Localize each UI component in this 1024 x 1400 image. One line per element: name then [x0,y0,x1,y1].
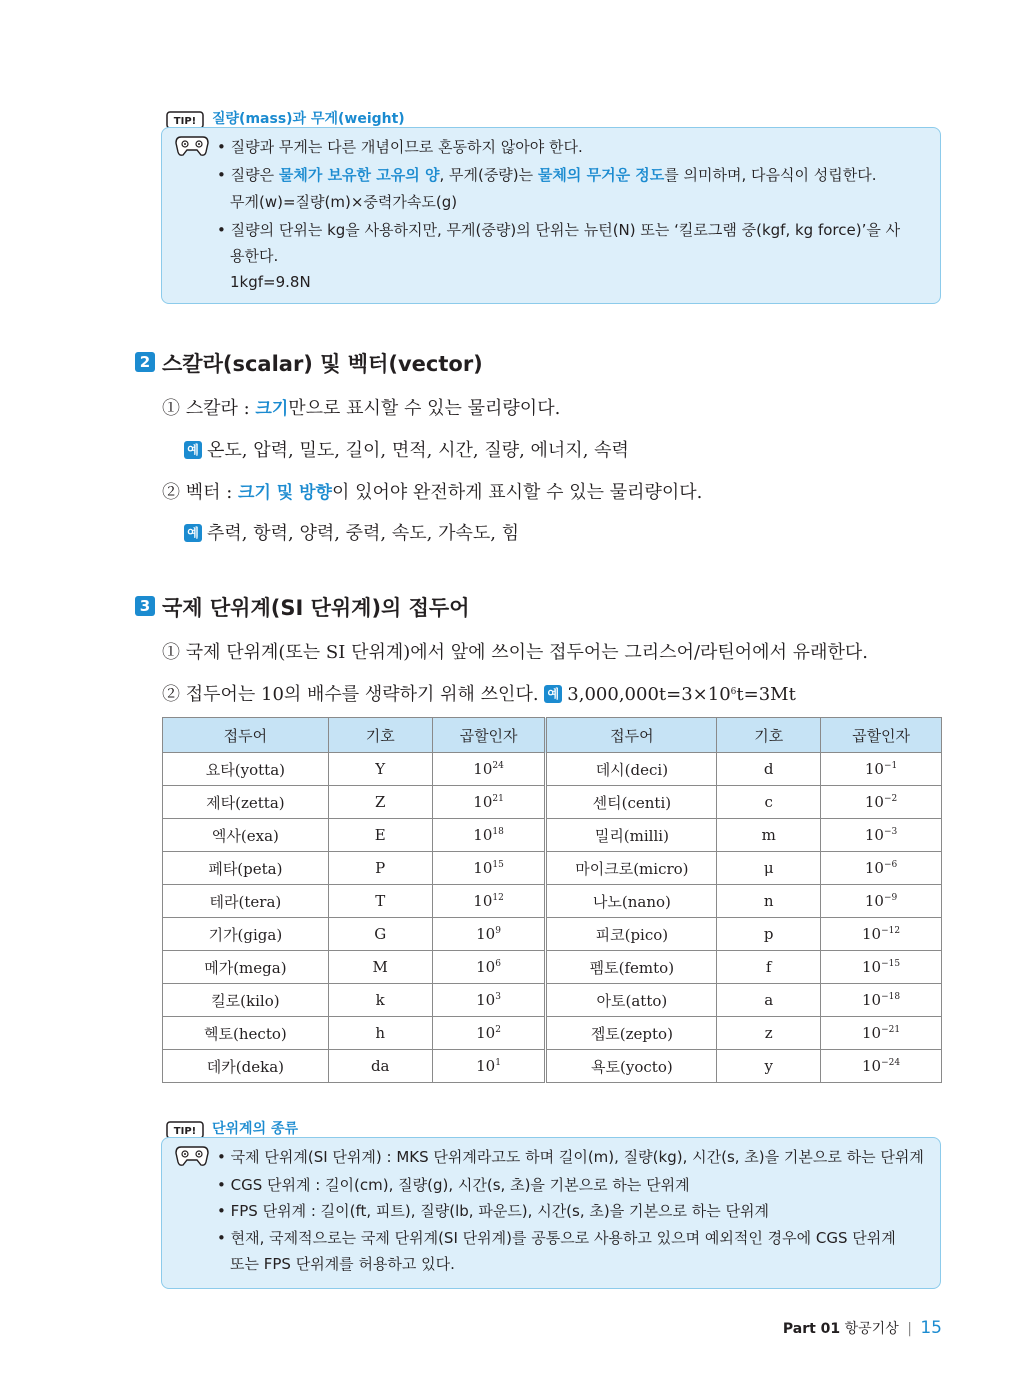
prefix-cell: 요타(yotta) [163,753,329,786]
column-header: 기호 [717,718,821,753]
prefix-cell: 테라(tera) [163,885,329,918]
tip-title: 단위계의 종류 [212,1121,299,1137]
factor-cell: $10^{-18}$ [821,984,942,1017]
prefix-cell: 펨토(femto) [546,951,717,984]
section-title: 스칼라(scalar) 및 벡터(vector) [162,352,483,376]
factor-cell: $10^{-24}$ [821,1050,942,1083]
svg-text:TIP!: TIP! [173,1126,197,1137]
symbol-cell: M [328,951,432,984]
prefix-cell: 욕토(yocto) [546,1050,717,1083]
symbol-cell: Y [328,753,432,786]
section-number: 3 [135,596,155,616]
factor-cell: $10^1$ [432,1050,546,1083]
table-row [163,984,942,1017]
example-badge: 예 [184,441,202,459]
factor-cell: $10^6$ [432,951,546,984]
prefix-cell: 피코(pico) [546,918,717,951]
column-header: 접두어 [163,718,329,753]
prefix-cell: 나노(nano) [546,885,717,918]
tip-item-cont: 용한다. [230,247,279,265]
symbol-cell: p [717,918,821,951]
tip-item: • 질량과 무게는 다른 개념이므로 혼동하지 않아야 한다. [217,138,583,156]
gamepad-icon [175,133,209,161]
factor-cell: $10^{21}$ [432,786,546,819]
prefix-cell: 데카(deka) [163,1050,329,1083]
factor-cell: $10^{15}$ [432,852,546,885]
symbol-cell: d [717,753,821,786]
table-row [163,852,942,885]
column-header: 기호 [328,718,432,753]
section-title: 국제 단위계(SI 단위계)의 접두어 [162,596,470,620]
prefix-cell: 센티(centi) [546,786,717,819]
symbol-cell: a [717,984,821,1017]
symbol-cell: P [328,852,432,885]
tip-formula: 무게(w)=질량(m)×중력가속도(g) [230,193,458,211]
table-row [163,819,942,852]
prefix-cell: 제타(zetta) [163,786,329,819]
body-item: ① 스칼라 : 크기만으로 표시할 수 있는 물리량이다. [162,398,561,419]
symbol-cell: y [717,1050,821,1083]
tip-item: • 현재, 국제적으로는 국제 단위계(SI 단위계)를 공통으로 사용하고 있으며 예외적인 경우에 CGS 단위계 [217,1229,896,1247]
factor-cell: $10^{-2}$ [821,786,942,819]
table-row [163,1017,942,1050]
gamepad-icon [175,1143,209,1171]
factor-cell: $10^2$ [432,1017,546,1050]
factor-cell: $10^{-9}$ [821,885,942,918]
symbol-cell: T [328,885,432,918]
prefix-cell: 아토(atto) [546,984,717,1017]
table-row [163,918,942,951]
symbol-cell: n [717,885,821,918]
table-row [163,1050,942,1083]
example-line: 예 추력, 항력, 양력, 중력, 속도, 가속도, 힘 [184,519,519,545]
tip-item: • 국제 단위계(SI 단위계) : MKS 단위계라고도 하며 길이(m), 질량(kg), 시간(s, 초)을 기본으로 하는 단위계 [217,1148,924,1166]
table-row [163,786,942,819]
factor-cell: $10^9$ [432,918,546,951]
factor-cell: $10^{-15}$ [821,951,942,984]
factor-cell: $10^{12}$ [432,885,546,918]
example-badge: 예 [544,685,562,703]
prefix-cell: 헥토(hecto) [163,1017,329,1050]
table-row [163,753,942,786]
factor-cell: $10^{18}$ [432,819,546,852]
page-footer: Part 01 항공기상 | 15 [782,1318,942,1338]
symbol-cell: G [328,918,432,951]
example-line: 예 온도, 압력, 밀도, 길이, 면적, 시간, 질량, 에너지, 속력 [184,436,629,462]
column-header: 곱할인자 [432,718,546,753]
footer-chapter: 항공기상 [844,1321,899,1337]
tip-formula: 1kgf=9.8N [230,273,311,291]
body-item: ① 국제 단위계(또는 SI 단위계)에서 앞에 쓰이는 접두어는 그리스어/라틴어에서 유래한다. [162,642,868,663]
tip-item: • CGS 단위계 : 길이(cm), 질량(g), 시간(s, 초)을 기본으로 하는 단위계 [217,1176,690,1194]
prefix-cell: 엑사(exa) [163,819,329,852]
si-prefix-table [162,717,942,1083]
section-number: 2 [135,352,155,372]
factor-cell: $10^{-3}$ [821,819,942,852]
symbol-cell: da [328,1050,432,1083]
body-item: ② 벡터 : 크기 및 방향이 있어야 완전하게 표시할 수 있는 물리량이다. [162,482,703,503]
prefix-cell: 밀리(milli) [546,819,717,852]
table-row [163,951,942,984]
tip-item: • 질량의 단위는 kg을 사용하지만, 무게(중량)의 단위는 뉴턴(N) 또는 ‘킬로그램 중(kgf, kg force)’을 사 [217,221,901,239]
footer-part: Part 01 [782,1321,841,1337]
tip-item-cont: 또는 FPS 단위계를 허용하고 있다. [230,1255,455,1273]
factor-cell: $10^{-1}$ [821,753,942,786]
prefix-cell: 킬로(kilo) [163,984,329,1017]
tip-title: 질량(mass)과 무게(weight) [212,111,405,127]
factor-cell: $10^{24}$ [432,753,546,786]
symbol-cell: f [717,951,821,984]
example-badge: 예 [184,524,202,542]
symbol-cell: E [328,819,432,852]
table-row [163,885,942,918]
prefix-cell: 마이크로(micro) [546,852,717,885]
tip-item: • FPS 단위계 : 길이(ft, 피트), 질량(lb, 파운드), 시간(s, 초)을 기본으로 하는 단위계 [217,1202,769,1220]
svg-text:TIP!: TIP! [173,116,197,127]
factor-cell: $10^{-12}$ [821,918,942,951]
prefix-cell: 데시(deci) [546,753,717,786]
prefix-cell: 페타(peta) [163,852,329,885]
tip-item: • 질량은 물체가 보유한 고유의 양, 무게(중량)는 물체의 무거운 정도를 의미하며, 다음식이 성립한다. [217,166,877,184]
symbol-cell: z [717,1017,821,1050]
factor-cell: $10^3$ [432,984,546,1017]
body-item: ② 접두어는 10의 배수를 생략하기 위해 쓰인다. 예 $3,000,000t=3\times 10^6t=3Mt$ [162,684,796,705]
symbol-cell: h [328,1017,432,1050]
prefix-cell: 메가(mega) [163,951,329,984]
factor-cell: $10^{-6}$ [821,852,942,885]
column-header: 접두어 [546,718,717,753]
symbol-cell: k [328,984,432,1017]
symbol-cell: Z [328,786,432,819]
table-header-row [163,718,942,753]
prefix-cell: 기가(giga) [163,918,329,951]
column-header: 곱할인자 [821,718,942,753]
page-number: 15 [920,1318,942,1338]
symbol-cell: c [717,786,821,819]
symbol-cell: μ [717,852,821,885]
factor-cell: $10^{-21}$ [821,1017,942,1050]
prefix-cell: 젭토(zepto) [546,1017,717,1050]
symbol-cell: m [717,819,821,852]
